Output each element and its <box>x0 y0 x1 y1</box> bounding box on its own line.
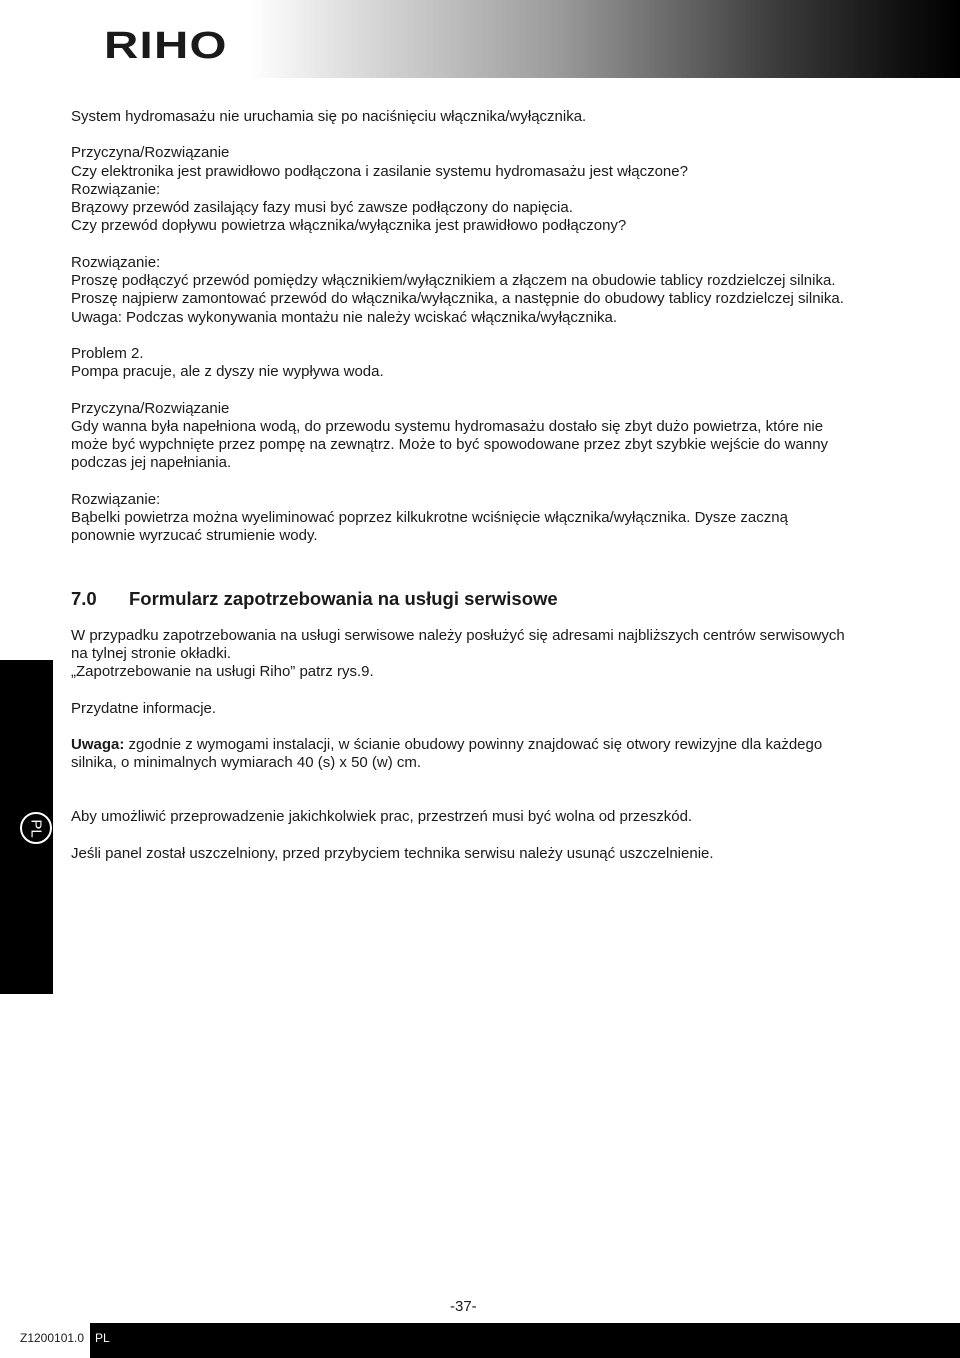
page-number: -37- <box>450 1298 477 1315</box>
footer-language: PL <box>95 1331 110 1345</box>
problem-1-title <box>71 108 921 126</box>
text-line: W przypadku zapotrzebowania na usługi serwisowe należy posłużyć się adresami najbliższych centrów serwisowych <box>71 626 845 644</box>
text-line: Przyczyna/Rozwiązanie <box>71 399 230 417</box>
useful-info <box>71 700 921 718</box>
language-badge <box>20 812 52 844</box>
text-line: może być wypchnięte przez pompę na zewnątrz. Może to być spowodowane przez zbyt szybkie wejście do wanny <box>71 436 829 454</box>
text-line: Przyczyna/Rozwiązanie <box>71 144 230 162</box>
text-line: Przydatne informacje. <box>71 699 217 717</box>
text-line: Pompa pracuje, ale z dyszy nie wypływa woda. <box>71 363 384 381</box>
problem-2-title <box>71 345 921 382</box>
text-line: Czy elektronika jest prawidłowo podłączona i zasilanie systemu hydromasażu jest włączone? <box>71 162 688 180</box>
text-line: Bąbelki powietrza można wyeliminować poprzez kilkukrotne wciśnięcie włącznika/wyłącznika. Dysze zaczną <box>71 509 788 527</box>
note-label: Uwaga: <box>71 735 125 753</box>
section-number: 7.0 <box>71 587 97 609</box>
text-line: Rozwiązanie: <box>71 180 161 198</box>
text-line: Gdy wanna była napełniona wodą, do przewodu systemu hydromasażu dostało się zbyt dużo powietrza, które nie <box>71 417 824 435</box>
text-line: Rozwiązanie: <box>71 490 161 508</box>
page-content <box>71 108 921 881</box>
sealed-panel-note <box>71 845 921 863</box>
text-line: podczas jej napełniania. <box>71 454 232 472</box>
text-line: ponownie wyrzucać strumienie wody. <box>71 527 318 545</box>
text-line: Jeśli panel został uszczelniony, przed przybyciem technika serwisu należy usunąć uszczelnienie. <box>71 844 714 862</box>
problem-2-cause <box>71 400 921 473</box>
access-note <box>71 808 921 826</box>
section-heading <box>71 588 921 610</box>
text-line: Czy przewód dopływu powietrza włącznika/wyłącznika jest prawidłowo podłączony? <box>71 217 627 235</box>
text-line: Aby umożliwić przeprowadzenie jakichkolwiek prac, przestrzeń musi być wolna od przeszkód. <box>71 808 693 826</box>
text-line: Uwaga: Podczas wykonywania montażu nie należy wciskać włącznika/wyłącznika. <box>71 308 618 326</box>
problem-1-cause <box>71 144 921 235</box>
text-line: zgodnie z wymogami instalacji, w ścianie obudowy powinny znajdować się otwory rewizyjne dla każdego <box>124 735 823 753</box>
text-line: Proszę najpierw zamontować przewód do włącznika/wyłącznika, a następnie do obudowy tablicy rozdzielczej silnika. <box>71 290 844 308</box>
problem-1-solution <box>71 254 921 327</box>
text-line: „Zapotrzebowanie na usługi Riho” patrz rys.9. <box>71 663 374 681</box>
text-line: silnika, o minimalnych wymiarach 40 (s) x 50 (w) cm. <box>71 754 422 772</box>
section-title: Formularz zapotrzebowania na usługi serwisowe <box>129 587 558 609</box>
text-line: Rozwiązanie: <box>71 253 161 271</box>
installation-note <box>71 736 921 773</box>
service-intro <box>71 627 921 682</box>
text-line: Problem 2. <box>71 344 144 362</box>
text-line: na tylnej stronie okładki. <box>71 644 232 662</box>
riho-logo: RIHO <box>104 25 228 67</box>
language-badge-label: PL <box>27 819 45 838</box>
text-line: Proszę podłączyć przewód pomiędzy włącznikiem/wyłącznikiem a złączem na obudowie tablicy rozdzielczej silnika. <box>71 272 836 290</box>
problem-2-solution <box>71 491 921 546</box>
text-line: System hydromasażu nie uruchamia się po naciśnięciu włącznika/wyłącznika. <box>71 108 587 125</box>
text-line: Brązowy przewód zasilający fazy musi być zawsze podłączony do napięcia. <box>71 199 573 217</box>
document-code: Z1200101.0 <box>20 1331 85 1345</box>
footer-bar <box>90 1323 960 1358</box>
